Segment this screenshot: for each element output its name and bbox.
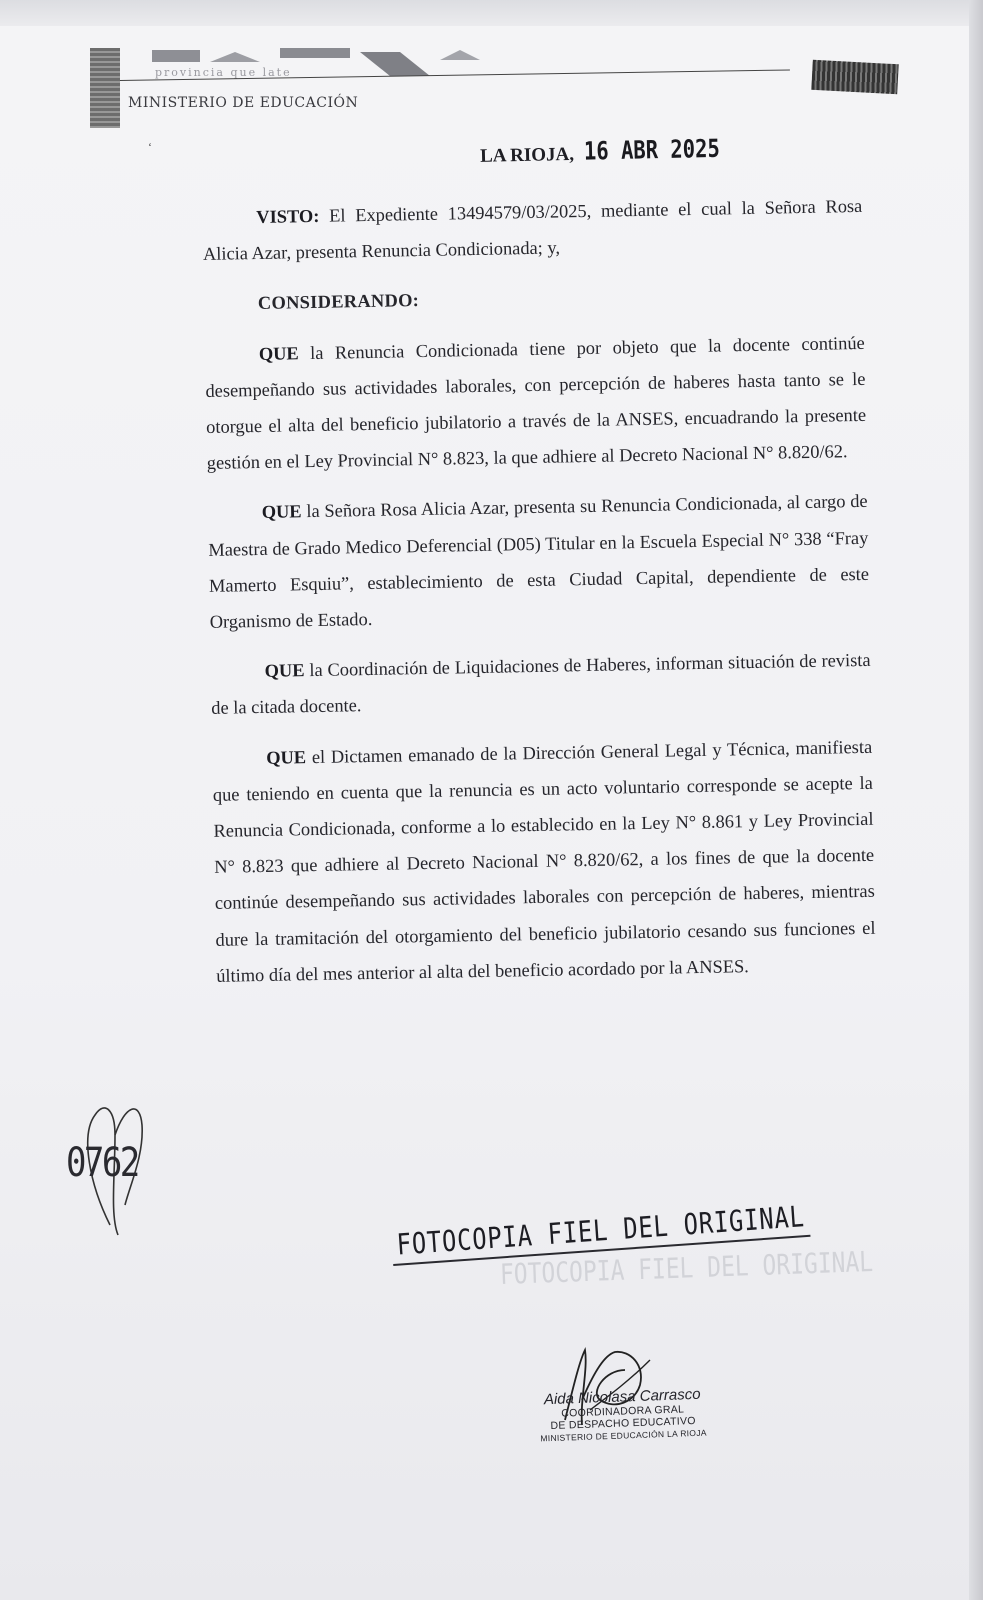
que-text-1: la Renuncia Condicionada tiene por objeto que la docente continúe desempeñando sus actividades laborales, con percepción de haberes hasta tanto se le otorgue el alta del beneficio jubilatorio a través de la ANSES, encuadrando la presente gestión en el Ley Provincial N° 8.823, la que adhiere al Decreto Nacional N° 8.820/62. <box>205 332 867 474</box>
visto-paragraph <box>202 188 863 272</box>
que-text-2: la Señora Rosa Alicia Azar, presenta su Renuncia Condicionada, al cargo de Maestra de Grado Medico Deferencial (D05) Titular en la Escuela Especial N° 338 “Fray Mamerto Esquiu”, establecimiento de esta Ciudad Capital, dependiente de este Organismo de Estado. <box>208 491 870 632</box>
que-label: QUE <box>266 746 307 768</box>
que-label: QUE <box>264 660 305 682</box>
visto-label: VISTO: <box>256 205 320 228</box>
ministry-name: MINISTERIO DE EDUCACIÓN <box>128 95 359 111</box>
scan-speck: ʻ <box>148 140 152 154</box>
letterhead-tagline: provincia que late <box>155 66 292 79</box>
resolution-number: 0762 <box>66 1140 138 1186</box>
signer-name: Aida Nicolasa Carrasco <box>543 1385 701 1409</box>
date-place: LA RIOJA, <box>479 143 575 167</box>
page-right-edge <box>969 0 983 1600</box>
page-top-shadow <box>0 0 983 26</box>
signer-title-3: MINISTERIO DE EDUCACIÓN LA RIOJA <box>540 1427 707 1444</box>
certified-copy-stamp-text: FOTOCOPIA FIEL DEL ORIGINAL <box>391 1199 811 1266</box>
resolution-body <box>202 188 876 994</box>
que-paragraph-1 <box>205 324 868 481</box>
letterhead-right-block <box>811 60 898 94</box>
que-paragraph-3 <box>210 642 871 726</box>
visto-text: El Expediente 13494579/03/2025, mediante el cual la Señora Rosa Alicia Azar, presenta Renuncia Condicionada; y, <box>202 195 863 265</box>
signature-block <box>522 1385 724 1445</box>
que-text-4: el Dictamen emanado de la Dirección General Legal y Técnica, manifiesta que teniendo en cuenta que la renuncia es un acto voluntario corresponde se acepte la Renuncia Condicionada, conforme a lo establecido en la Ley N° 8.861 y Ley Provincial N° 8.823 que adhiere al Decreto Nacional N° 8.820/62, a los fines de que la docente continúe desempeñando sus actividades laborales con percepción de haberes, mientras dure la tramitación del otorgamiento del beneficio jubilatorio cesando sus funciones el último día del mes anterior al alta del beneficio acordado por la ANSES. <box>212 736 876 986</box>
que-label: QUE <box>258 342 299 364</box>
signer-title-1: COORDINADORA GRAL <box>561 1403 685 1420</box>
signer-title-2: DE DESPACHO EDUCATIVO <box>550 1414 696 1433</box>
que-paragraph-4 <box>212 728 877 993</box>
que-label: QUE <box>261 501 302 523</box>
que-text-3: la Coordinación de Liquidaciones de Haberes, informan situación de revista de la citada docente. <box>211 650 871 719</box>
date-stamp: 16 ABR 2025 <box>583 133 721 166</box>
stamp-ghost-impression: FOTOCOPIA FIEL DEL ORIGINAL <box>499 1244 874 1291</box>
considerando-heading: CONSIDERANDO: <box>257 290 420 314</box>
date-line <box>480 133 750 168</box>
que-paragraph-2 <box>207 483 870 640</box>
letterhead-left-bar <box>90 48 120 128</box>
